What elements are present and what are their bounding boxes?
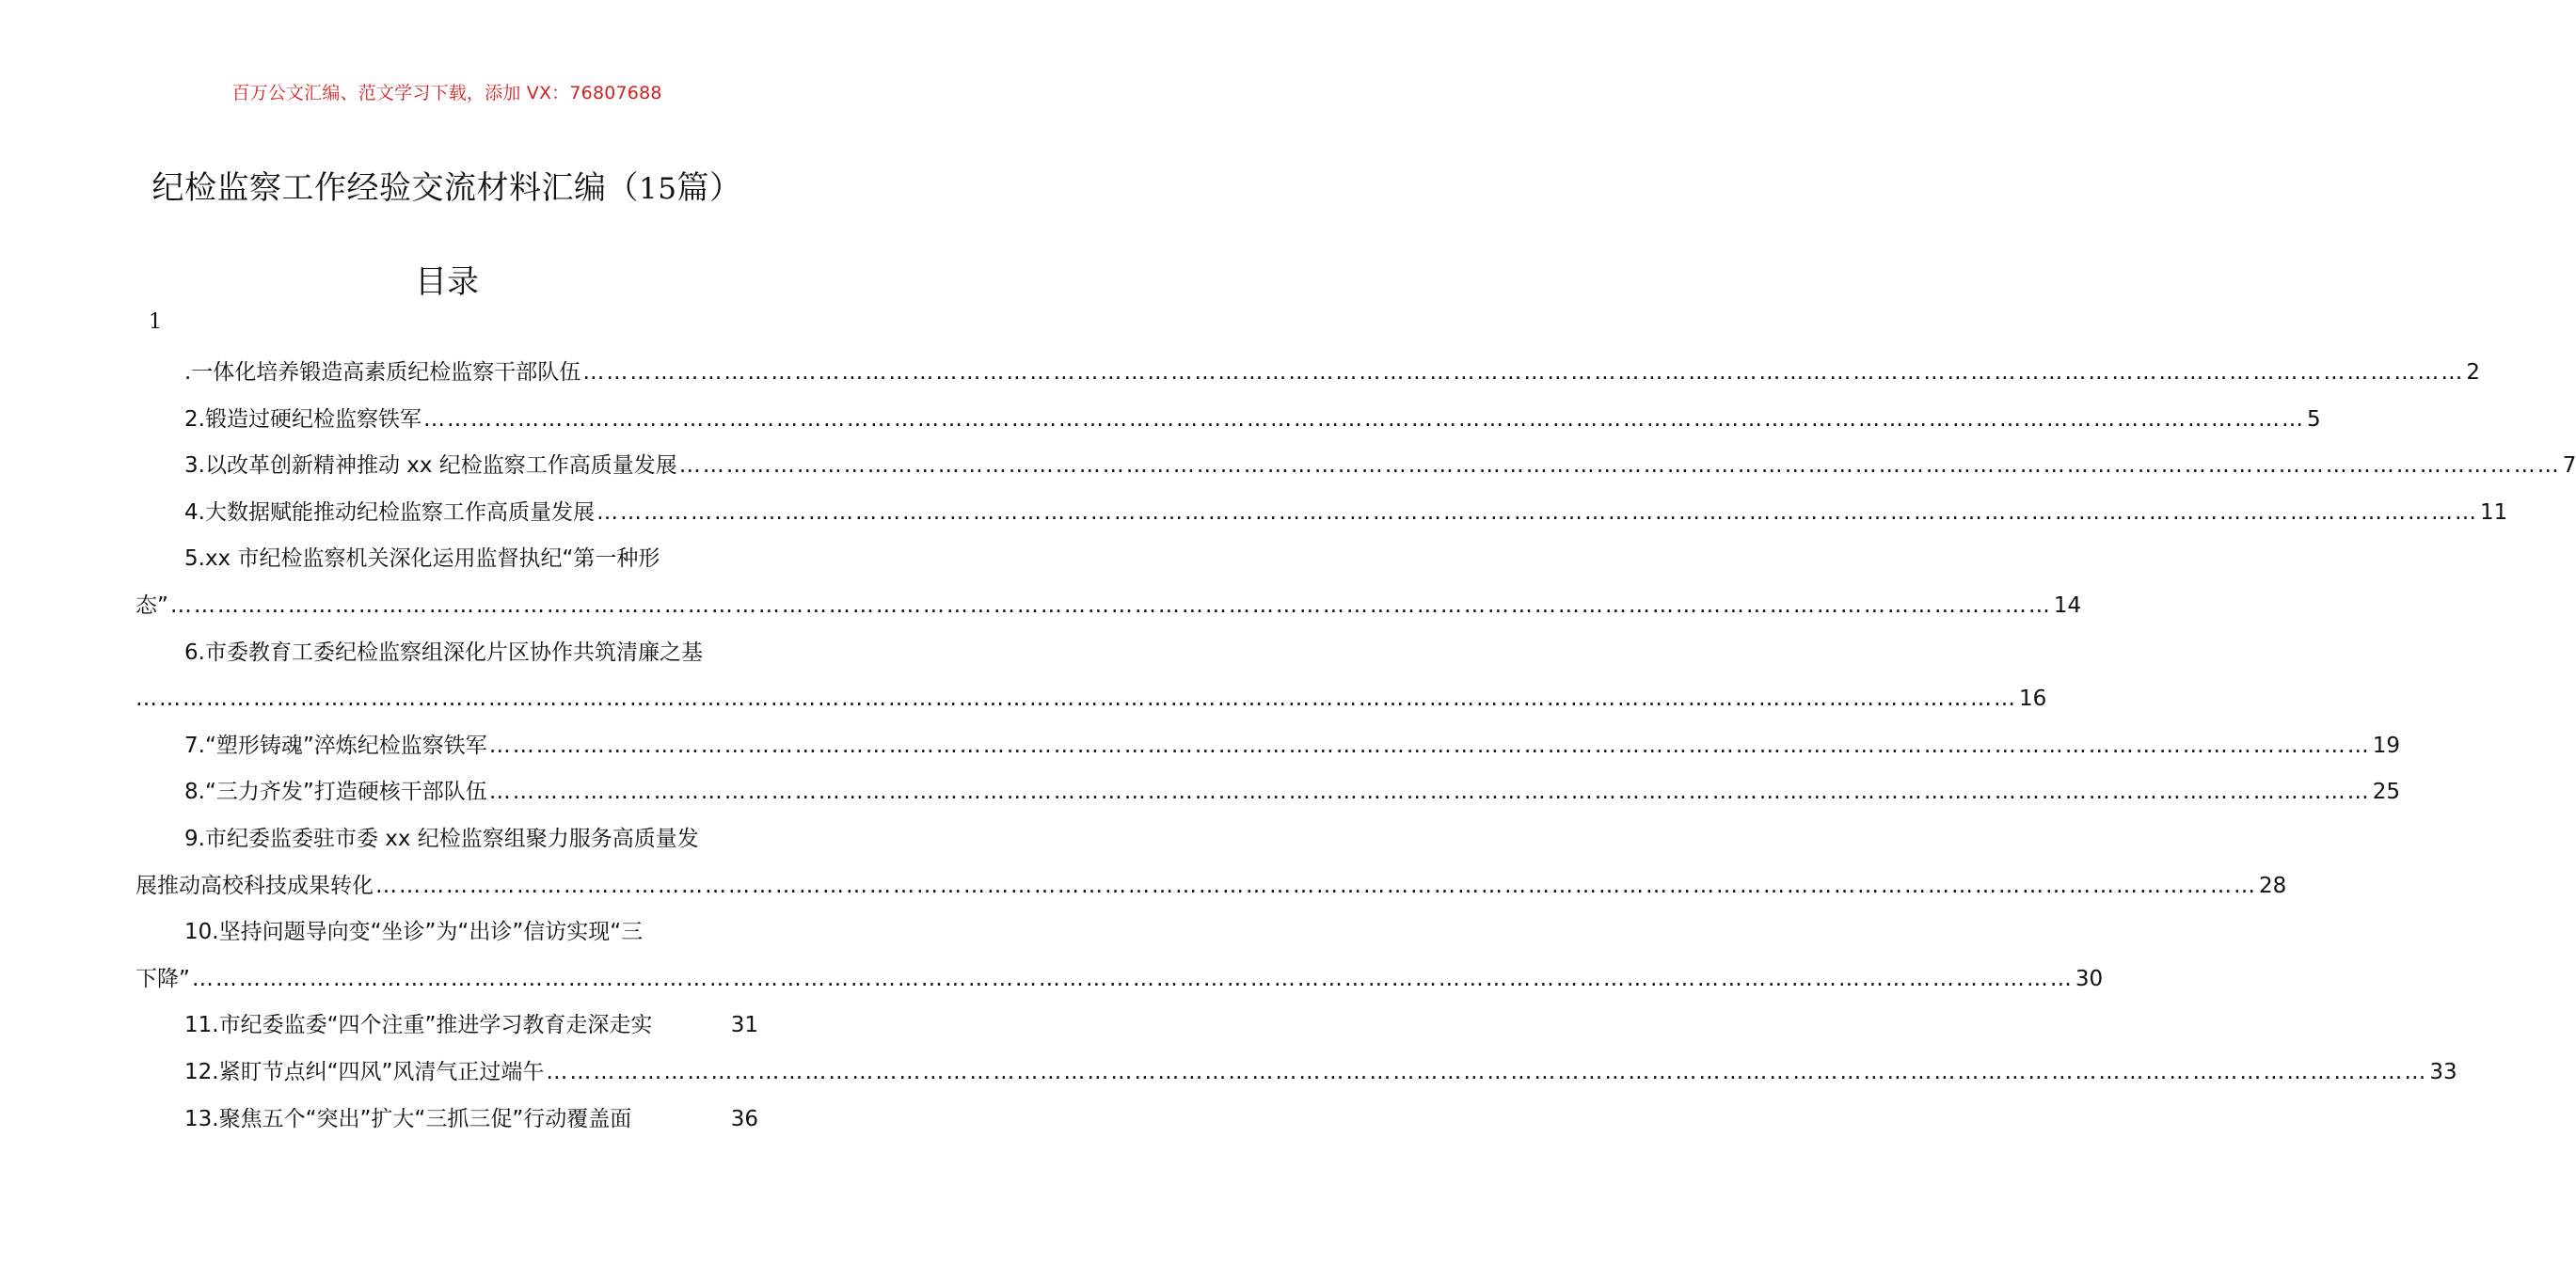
- watermark-banner: 百万公文汇编、范文学习下载，添加 VX：76807688: [231, 83, 662, 103]
- toc-entry-page: 5: [2306, 406, 2321, 432]
- toc-entry[interactable]: [135, 1050, 2457, 1097]
- toc-heading: 目录: [415, 263, 479, 301]
- toc-entry-page: 19: [2372, 733, 2401, 758]
- toc-entry-page: 33: [2429, 1059, 2457, 1084]
- toc-entry[interactable]: [135, 909, 2104, 1003]
- toc-leader-dots: ……………………………………………………………………………………………………………………………………………………………………………………………………………………: [135, 687, 2017, 712]
- title-text-after: 篇）: [676, 169, 742, 207]
- title-text-before: 纪检监察工作经验交流材料汇编（: [151, 169, 640, 207]
- toc-leader-dots: ……………………………………………………………………………………………………………………………………………………………………………………………………………………: [169, 592, 2052, 618]
- toc-entry[interactable]: [135, 350, 2480, 397]
- toc-entry[interactable]: [135, 490, 2508, 537]
- toc-entry-title: .一体化培养锻造高素质纪检监察干部队伍: [184, 360, 581, 385]
- toc-leader-dots: ……………………………………………………………………………………………………………………………………………………………………………………………………………………: [191, 966, 2074, 991]
- toc-entry-title-continued: 下降”: [135, 966, 190, 991]
- toc-entry-page: 14: [2053, 592, 2082, 618]
- toc-entry-title: 5.xx 市纪检监察机关深化运用监督执纪“第一种形: [184, 546, 660, 572]
- toc-leader-dots: ……………………………………………………………………………………………………………………………………………………………………………………………………………………: [488, 780, 2371, 805]
- document-title: [0, 162, 894, 208]
- toc-entry-title: 4.大数据赋能推动纪检监察工作高质量发展: [184, 499, 595, 525]
- toc-leader-dots: ……………………………………………………………………………………………………………………………………………………………………………………………………………………: [678, 453, 2561, 479]
- toc-entry-page: 16: [2019, 687, 2047, 712]
- toc-entry-title-continued: 态”: [135, 592, 168, 618]
- toc-entry-title-continued: 展推动高校科技成果转化: [135, 873, 374, 898]
- toc-entry-title: 6.市委教育工委纪检监察组深化片区协作共筑清廉之基: [184, 640, 703, 665]
- toc-entry[interactable]: [135, 723, 2401, 770]
- toc-entry[interactable]: [135, 397, 2321, 444]
- toc-entry-title: 11.市纪委监委“四个注重”推进学习教育走深走实: [184, 1013, 653, 1038]
- toc-entry-title: 7.“塑形铸魂”淬炼纪检监察铁军: [184, 733, 487, 758]
- toc-entry-title: 3.以改革创新精神推动 xx 纪检监察工作高质量发展: [184, 453, 677, 479]
- toc-entry-title: 9.市纪委监委驻市委 xx 纪检监察组聚力服务高质量发: [184, 826, 699, 851]
- toc-entry-page: 2: [2466, 360, 2480, 385]
- toc-entry-page: 7: [2562, 453, 2576, 479]
- toc-entry[interactable]: [135, 443, 2576, 490]
- toc-entry-page: 28: [2259, 873, 2287, 898]
- toc-leader-dots: ……………………………………………………………………………………………………………………………………………………………………………………………………………………: [596, 499, 2478, 525]
- toc-entry-page: 11: [2479, 499, 2508, 525]
- toc-leader-dots: ……………………………………………………………………………………………………………………………………………………………………………………………………………………: [582, 360, 2465, 385]
- page-number: 1: [149, 310, 162, 334]
- toc-entry[interactable]: [135, 1003, 758, 1050]
- toc-entry[interactable]: [135, 816, 2287, 909]
- toc-entry-page: 30: [2075, 966, 2104, 991]
- toc-entry-title: 10.坚持问题导向变“坐诊”为“出诊”信访实现“三: [184, 920, 644, 945]
- toc-leader-dots: ……………………………………………………………………………………………………………………………………………………………………………………………………………………: [488, 733, 2371, 758]
- toc-entry-page: 31: [730, 1013, 758, 1038]
- toc-entry[interactable]: [135, 1097, 758, 1144]
- toc-entry-page: 36: [730, 1106, 758, 1131]
- toc-entry-page: 25: [2372, 780, 2401, 805]
- table-of-contents: [135, 350, 2576, 1143]
- toc-entry[interactable]: [135, 630, 2047, 723]
- toc-entry[interactable]: [135, 536, 2082, 629]
- toc-entry[interactable]: [135, 769, 2401, 816]
- toc-entry-title: 12.紧盯节点纠“四风”风清气正过端午: [184, 1059, 545, 1084]
- toc-leader-dots: ……………………………………………………………………………………………………………………………………………………………………………………………………………………: [546, 1059, 2428, 1084]
- toc-entry-title: 8.“三力齐发”打造硬核干部队伍: [184, 780, 487, 805]
- toc-entry-title: 13.聚焦五个“突出”扩大“三抓三促”行动覆盖面: [184, 1106, 632, 1131]
- toc-leader-dots: ……………………………………………………………………………………………………………………………………………………………………………………………………………………: [422, 406, 2305, 432]
- title-count: 15: [639, 172, 677, 206]
- toc-entry-title: 2.锻造过硬纪检监察铁军: [184, 406, 421, 432]
- toc-leader-dots: ……………………………………………………………………………………………………………………………………………………………………………………………………………………: [375, 873, 2257, 898]
